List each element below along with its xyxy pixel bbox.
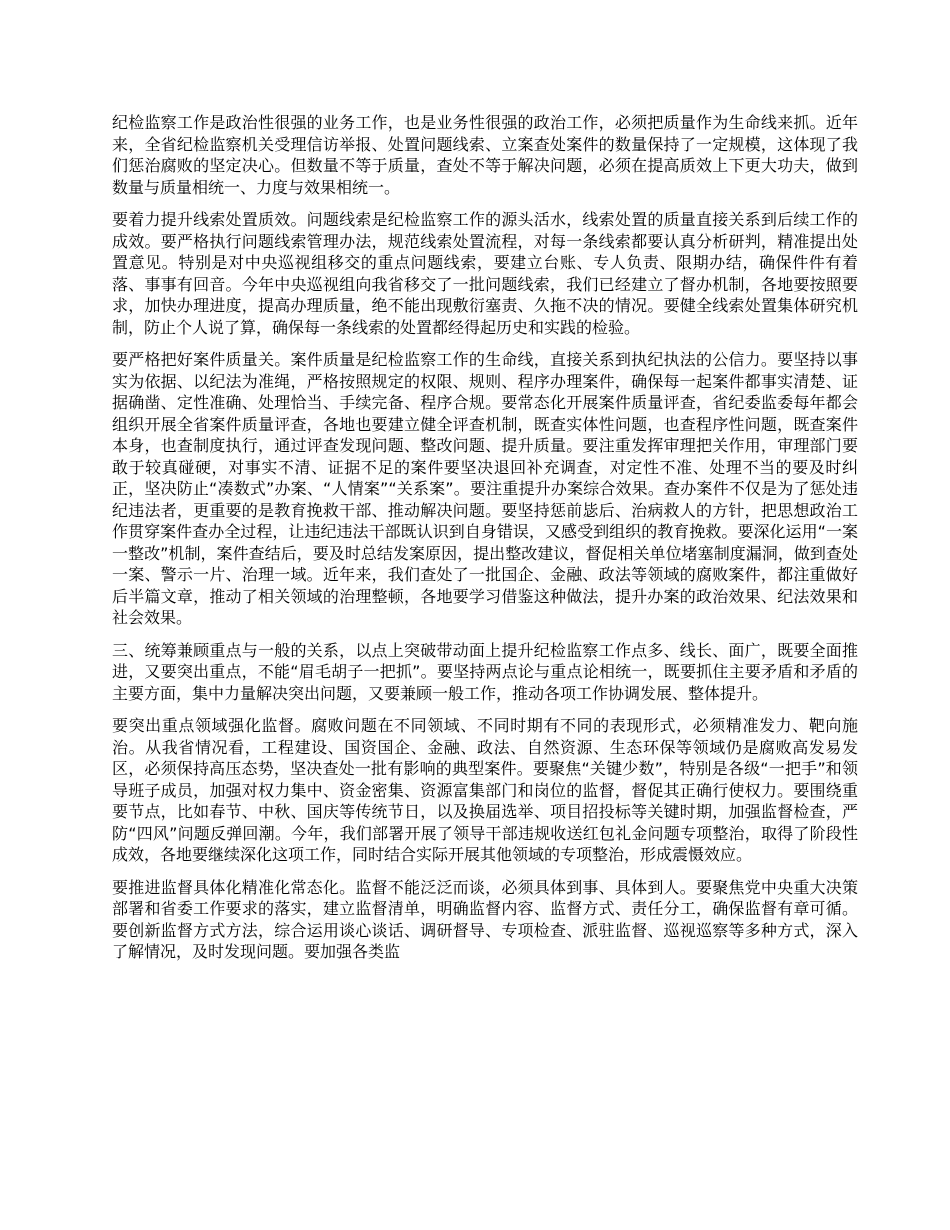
paragraph-intro: 纪检监察工作是政治性很强的业务工作，也是业务性很强的政治工作，必须把质量作为生命线来抓。近年来，全省纪检监察机关受理信访举报、处置问题线索、立案查处案件的数量保持了一定规模，这体现了我们惩治腐败的坚定决心。但数量不等于质量，查处不等于解决问题，必须在提高质效上下更大功夫，做到数量与质量相统一、力度与效果相统一。 xyxy=(112,113,858,197)
paragraph-section-three: 三、统筹兼顾重点与一般的关系，以点上突破带动面上提升纪检监察工作点多、线长、面广，既要全面推进，又要突出重点，不能“眉毛胡子一把抓”。要坚持两点论与重点论相统一，既要抓住主要矛盾和矛盾的主要方面，集中力量解决突出问题，又要兼顾一般工作，推动各项工作协调发展、整体提升。 xyxy=(112,640,858,703)
document-body xyxy=(112,112,858,974)
paragraph-supervision: 要推进监督具体化精准化常态化。监督不能泛泛而谈，必须具体到事、具体到人。要聚焦党中央重大决策部署和省委工作要求的落实，建立监督清单，明确监督内容、监督方式、责任分工，确保监督有章可循。要创新监督方式方法，综合运用谈心谈话、调研督导、专项检查、派驻监督、巡视巡察等多种方式，深入了解情况，及时发现问题。要加强各类监 xyxy=(112,877,858,961)
paragraph-case-quality: 要严格把好案件质量关。案件质量是纪检监察工作的生命线，直接关系到执纪执法的公信力。要坚持以事实为依据、以纪法为准绳，严格按照规定的权限、规则、程序办理案件，确保每一起案件都事实清楚、证据确凿、定性准确、处理恰当、手续完备、程序合规。要常态化开展案件质量评查，省纪委监委每年都会组织开展全省案件质量评查，各地也要建立健全评查机制，既查实体性问题，也查程序性问题，既查案件本身，也查制度执行，通过评查发现问题、整改问题、提升质量。要注重发挥审理把关作用，审理部门要敢于较真碰硬，对事实不清、证据不足的案件要坚决退回补充调查，对定性不准、处理不当的要及时纠正，坚决防止“凑数式”办案、“人情案”“关系案”。要注重提升办案综合效果。查办案件不仅是为了惩处违纪违法者，更重要的是教育挽救干部、推动解决问题。要坚持惩前毖后、治病救人的方针，把思想政治工作贯穿案件查办全过程，让违纪违法干部既认识到自身错误，又感受到组织的教育挽救。要深化运用“一案一整改”机制，案件查结后，要及时总结发案原因，提出整改建议，督促相关单位堵塞制度漏洞，做到查处一案、警示一片、治理一域。近年来，我们查处了一批国企、金融、政法等领域的腐败案件，都注重做好后半篇文章，推动了相关领域的治理整顿，各地要学习借鉴这种做法，提升办案的政治效果、纪法效果和社会效果。 xyxy=(112,350,858,627)
paragraph-clue-handling: 要着力提升线索处置质效。问题线索是纪检监察工作的源头活水，线索处置的质量直接关系到后续工作的成效。要严格执行问题线索管理办法，规范线索处置流程，对每一条线索都要认真分析研判，精准提出处置意见。特别是对中央巡视组移交的重点问题线索，要建立台账、专人负责、限期办结，确保件件有着落、事事有回音。今年中央巡视组向我省移交了一批问题线索，我们已经建立了督办机制，各地要按照要求，加快办理进度，提高办理质量，绝不能出现敷衍塞责、久拖不决的情况。要健全线索处置集体研究机制，防止个人说了算，确保每一条线索的处置都经得起历史和实践的检验。 xyxy=(112,210,858,337)
paragraph-key-areas: 要突出重点领域强化监督。腐败问题在不同领域、不同时期有不同的表现形式，必须精准发力、靶向施治。从我省情况看，工程建设、国资国企、金融、政法、自然资源、生态环保等领域仍是腐败高发易发区，必须保持高压态势，坚决查处一批有影响的典型案件。要聚焦“关键少数”，特别是各级“一把手”和领导班子成员，加强对权力集中、资金密集、资源富集部门和岗位的监督，督促其正确行使权力。要围绕重要节点，比如春节、中秋、国庆等传统节日，以及换届选举、项目招投标等关键时期，加强监督检查，严防“四风”问题反弹回潮。今年，我们部署开展了领导干部违规收送红包礼金问题专项整治，取得了阶段性成效，各地要继续深化这项工作，同时结合实际开展其他领域的专项整治，形成震慑效应。 xyxy=(112,716,858,864)
